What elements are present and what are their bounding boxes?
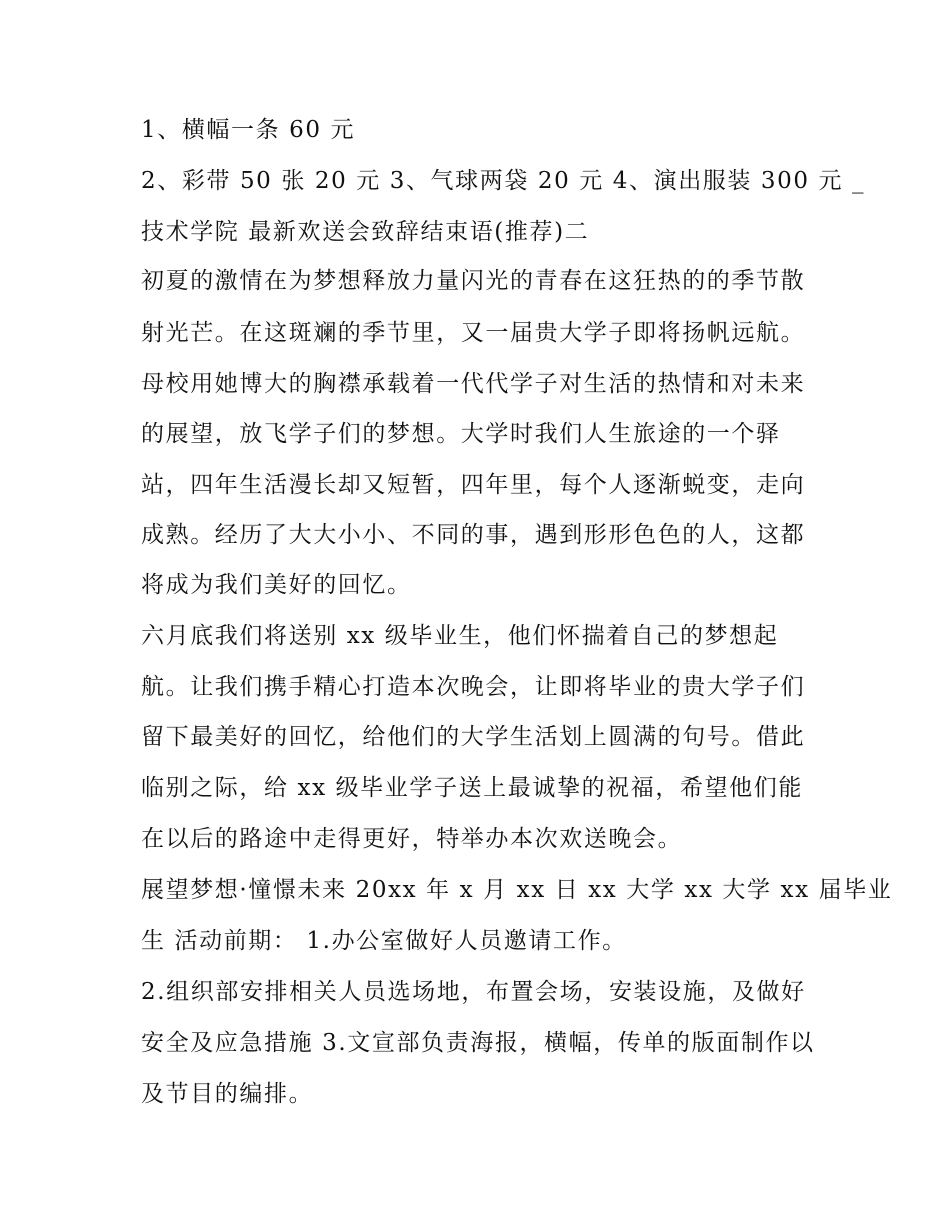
text-line: 2、彩带 50 张 20 元 3、气球两袋 20 元 4、演出服装 300 元 _ <box>141 168 866 194</box>
text-line: 2.组织部安排相关人员选场地，布置会场，安装设施，及做好 <box>141 979 806 1005</box>
text-line: 初夏的激情在为梦想释放力量闪光的青春在这狂热的的季节散 <box>141 268 806 294</box>
text-line: 临别之际，给 xx 级毕业学子送上最诚挚的祝福，希望他们能 <box>141 775 803 801</box>
text-line: 的展望，放飞学子们的梦想。大学时我们人生旅途的一个驿 <box>141 421 781 447</box>
text-line: 成熟。经历了大大小小、不同的事，遇到形形色色的人，这都 <box>141 522 806 548</box>
text-line: 技术学院 最新欢送会致辞结束语(推荐)二 <box>141 219 590 245</box>
text-line: 展望梦想·憧憬未来 20xx 年 x 月 xx 日 xx 大学 xx 大学 xx 届毕业 <box>141 877 893 903</box>
text-line: 航。让我们携手精心打造本次晚会，让即将毕业的贵大学子们 <box>141 674 806 700</box>
text-line: 生 活动前期： 1.办公室做好人员邀请工作。 <box>141 928 627 954</box>
text-line: 1、横幅一条 60 元 <box>141 117 356 143</box>
text-line: 在以后的路途中走得更好，特举办本次欢送晚会。 <box>141 826 683 852</box>
text-line: 留下最美好的回忆，给他们的大学生活划上圆满的句号。借此 <box>141 724 806 750</box>
text-line: 射光芒。在这斑斓的季节里，又一届贵大学子即将扬帆远航。 <box>141 320 806 346</box>
text-line: 安全及应急措施 3.文宣部负责海报，横幅，传单的版面制作以 <box>141 1030 815 1056</box>
text-line: 站，四年生活漫长却又短暂，四年里，每个人逐渐蜕变，走向 <box>141 472 806 498</box>
text-line: 及节目的编排。 <box>141 1081 314 1107</box>
text-line: 母校用她博大的胸襟承载着一代代学子对生活的热情和对未来 <box>141 371 806 397</box>
text-line: 将成为我们美好的回忆。 <box>141 572 412 598</box>
text-line: 六月底我们将送别 xx 级毕业生，他们怀揣着自己的梦想起 <box>141 623 779 649</box>
